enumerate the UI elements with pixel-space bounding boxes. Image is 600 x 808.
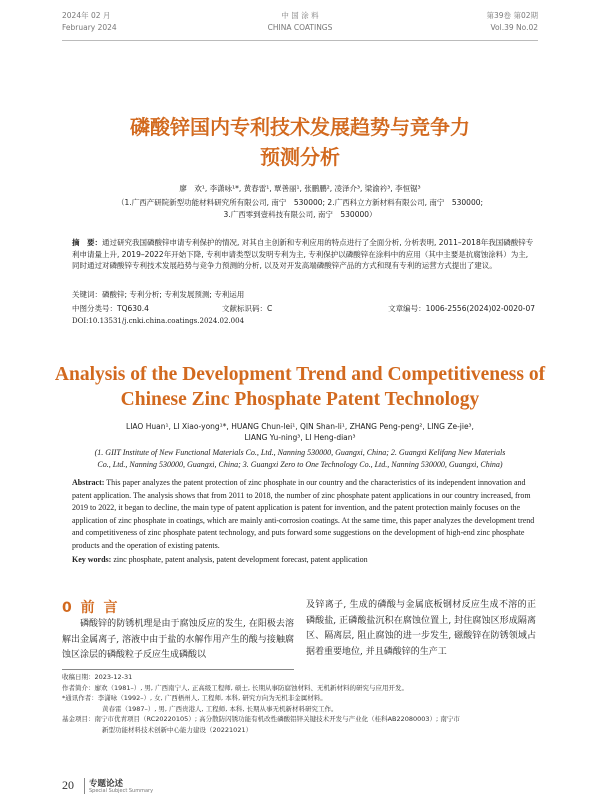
body-column-right: 及锌离子, 生成的磷酸与金属底板钢材反应生成不溶的正磷酸盐, 正磷酸盐沉积在腐蚀位置上, 封住腐蚀区形成隔离区、隔离层, 阻止腐蚀的进一步发生, 磁酸锌在防锈领域占据着重要地位, 并且磷酸锌的生产工 [306, 600, 536, 657]
footer-section-en: Special Subject Summary [89, 788, 154, 794]
funding: 基金项目：南宁市优青项目（RC20220105）; 高分散防闪锈功能有机改性磷酸铝锌关键技术开发与产业化（桂科AB22080003）; 南宁市 [62, 715, 460, 723]
section-heading: 0 前 言 [62, 600, 120, 616]
chinese-affiliations: （1.广西产研院新型功能材料研究所有限公司, 南宁 530000; 2.广西科立方新材料有限公司, 南宁 530000; 3.广西零到壹科技有限公司, 南宁 530000） [116, 198, 484, 219]
chinese-title: 磷酸锌国内专利技术发展趋势与竞争力 预测分析 [130, 115, 470, 169]
english-authors: LIAO Huan¹, LI Xiao-yong¹*, HUANG Chun-lei¹, QIN Shan-li¹, ZHANG Peng-peng², LING Ze-jie³, LIANG Yu-ning³, LI Heng-dian³ [126, 422, 474, 442]
english-abstract: Abstract: This paper analyzes the patent protection of zinc phosphate in our country and the characteristics of its independent innovation and patent application. The analysis shows that from 2011 to 2018, the number of zinc phosphate patent applications in our country increased, from 2019 to 2022, it began to decline, the main type of patent application is patent for invention, and the patent protection mainly focuses on the application of zinc phosphate in coatings, which are mainly anti-corrosion coatings. At the same time, this paper analyzes the development trend and competitiveness of zinc phosphate patent technology, and puts forward some suggestions on the development of high-end zinc phosphate products and the operation of existing patents. [72, 478, 535, 550]
footnote-divider [62, 669, 294, 670]
header-volume: 第39卷 第02期 Vol.39 No.02 [486, 11, 538, 32]
chinese-abstract [72, 237, 535, 272]
english-affiliations: (1. GIIT Institute of New Functional Materials Co., Ltd., Nanning 530000, Guangxi, China; 2. Guangxi Kelifang New Materials Co., Ltd., Nanning 530000, Guangxi, China; 3. Guangxi Zero to One Technology Co., Ltd., Nanning 530000, Guangxi, China) [94, 448, 506, 469]
author-bio: 作者简介：廖欢（1981–）, 男, 广西南宁人, 正高级工程师, 硕士, 长期从事防腐蚀材料、无机新材料的研究与应用开发。 [62, 683, 408, 692]
funding: 新型功能材料技术创新中心能力建设（20221021） [102, 725, 253, 734]
article-number: 文章编号：1006-2556(2024)02-0020-07 [388, 304, 535, 313]
header-divider [62, 40, 538, 41]
english-keywords: Key words: zinc phosphate, patent analysis, patent development forecast, patent application [72, 555, 368, 564]
clc-number: 中图分类号：TQ630.4 [72, 304, 149, 313]
abstract-text: 通过研究我国磷酸锌申请专利保护的情况, 对其自主创新和专利应用的特点进行了全面分析, 分析表明, 2011–2018年我国磷酸锌专利申请量上升, 2019–2022年开始下降, 专利申请类型以发明专利为主, 专利保护以磷酸锌在涂料中的应用（其中主要是抗腐蚀涂料）为主, 同时通过对磷酸锌专利技术发展趋势与竞争力预测的分析, 以及对开发高端磷酸锌产品的方式和现有专利的运营方式提出了建议。 [72, 238, 534, 270]
author-bio: 黄春雷（1987–）, 男, 广西贵港人, 工程师, 本科, 长期从事无机新材料研究工作。 [102, 704, 338, 713]
doi: DOI:10.13531/j.cnki.china.coatings.2024.02.004 [72, 317, 245, 325]
received-date: 收稿日期：2023-12-31 [62, 673, 133, 681]
english-title: Analysis of the Development Trend and Competitiveness of Chinese Zinc Phosphate Patent Technology [54, 364, 546, 410]
abstract-label: 摘 要： [72, 238, 102, 247]
footer-section: 专题论述 [89, 779, 124, 789]
document-code: 文献标识码：C [222, 304, 273, 313]
header-date: 2024年 02 月 February 2024 [62, 11, 117, 32]
chinese-keywords: 关键词：磷酸锌; 专利分析; 专利发展预测; 专利运用 [72, 290, 245, 299]
footer-divider [84, 778, 85, 794]
chinese-authors: 廖 欢¹, 李潇咏¹*, 黄春雷¹, 覃善丽¹, 张鹏鹏², 凌泽介³, 梁渝衿³, 李恒锯³ [179, 184, 421, 193]
page-number: 20 [62, 778, 74, 792]
corresponding-author: *通讯作者：李潇咏（1992–）, 女, 广西梧州人, 工程师, 本科, 研究方向为无机非金属材料。 [62, 694, 327, 702]
body-column-left: 磷酸锌的防锈机理是由于腐蚀反应的发生, 在阳极去溶解出金属离子, 溶液中由于盐的水解作用产生的酸与接触腐蚀区涂层的磷酸粒子反应生成磷酸以 [62, 619, 294, 660]
header-journal: 中 国 涂 料 CHINA COATINGS [267, 11, 333, 32]
running-header [62, 10, 538, 44]
footnotes [62, 672, 540, 735]
